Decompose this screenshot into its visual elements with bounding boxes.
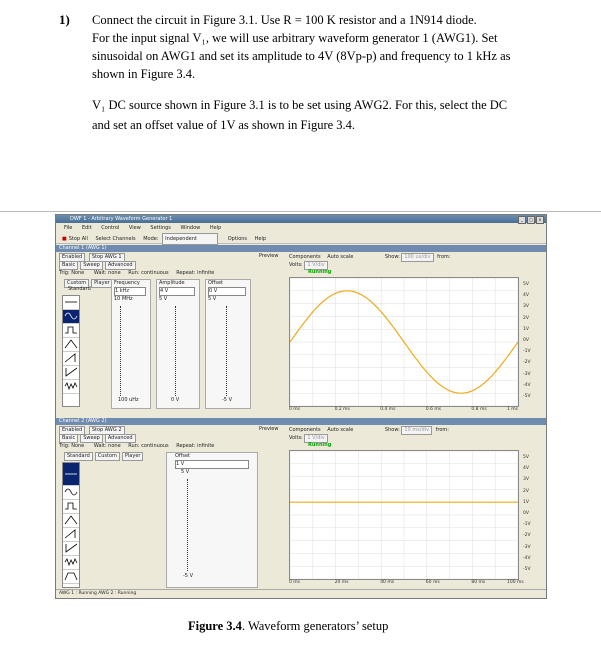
instruction-line-5: V₁ DC source shown in Figure 3.1 is to be set using AWG2. For this, select the DC: [92, 98, 508, 112]
channel1-amplitude-control[interactable]: [156, 279, 200, 409]
y-tick-label: 4V: [523, 293, 529, 299]
amplitude-min: 0 V: [171, 397, 180, 403]
offset-label: Offset: [208, 280, 224, 286]
channel1-stop-button[interactable]: Stop AWG 1: [89, 253, 125, 262]
channel2-trigger[interactable]: Trig: None: [59, 443, 85, 449]
menu-window[interactable]: Window: [180, 225, 201, 231]
channel1-components[interactable]: Components: [289, 254, 321, 260]
y-tick-label: -3V: [523, 371, 531, 377]
channel1-from-label: from:: [437, 254, 451, 260]
channel1-param-custom[interactable]: Custom: [64, 279, 89, 288]
offset-min: -5 V: [222, 397, 232, 403]
ramp-down-shape-icon[interactable]: [63, 542, 79, 556]
channel2-volts-label: Volts:: [289, 435, 303, 441]
x-tick-label: 0.4 ms: [380, 407, 396, 412]
channel1-plot-svg: [290, 278, 518, 406]
y-tick-label: -3V: [523, 544, 531, 550]
channel1-show-label: Show:: [384, 254, 400, 260]
channel1-param-standard[interactable]: Standard: [68, 286, 91, 292]
y-tick-label: -1V: [523, 349, 531, 355]
menu-file[interactable]: File: [64, 225, 73, 231]
y-tick-label: 1V: [523, 326, 529, 332]
channel2-param-player[interactable]: Player: [122, 452, 144, 461]
figure-caption: [188, 619, 388, 634]
channel1-preview-label: Preview: [259, 253, 279, 259]
offset-slider[interactable]: [226, 306, 229, 396]
channel2-header: Channel 2 (AWG 2): [56, 418, 546, 425]
channel1-status: Running: [308, 269, 332, 275]
instruction-line-3: sinusoidal on AWG1 and set its amplitude to 4V (8Vp-p) and frequency to 1 kHz as: [92, 49, 511, 63]
offset-input[interactable]: 0 V: [208, 287, 246, 296]
y-tick-label: -5V: [523, 394, 531, 399]
y-tick-label: 0V: [523, 338, 529, 343]
channel2-enabled-toggle[interactable]: Enabled: [59, 426, 85, 435]
help-button[interactable]: Help: [254, 236, 267, 242]
dc-shape-icon[interactable]: [63, 296, 79, 310]
x-tick-label: 80 ms: [471, 580, 486, 585]
channel1-tab-basic[interactable]: Basic: [59, 261, 78, 270]
mode-select[interactable]: Independent: [162, 233, 218, 245]
figure-caption-text: . Waveform generators’ setup: [241, 619, 389, 633]
y-tick-label: 3V: [523, 477, 529, 483]
channel2-tab-sweep[interactable]: Sweep: [80, 434, 103, 443]
main-toolbar: [56, 233, 546, 244]
x-tick-label: 0.2 ms: [334, 407, 350, 412]
x-tick-label: 1 ms: [507, 407, 519, 412]
y-tick-label: -2V: [523, 360, 531, 366]
x-tick-label: 0.6 ms: [425, 407, 442, 412]
status-bar: AWG 1 : Running AWG 2 : Running: [56, 589, 546, 598]
frequency-slider[interactable]: [120, 306, 123, 396]
amplitude-input[interactable]: 4 V: [159, 287, 195, 296]
ramp-up-shape-icon[interactable]: [63, 528, 79, 542]
options-button[interactable]: Options: [227, 236, 248, 242]
channel1-trigger[interactable]: Trig: None: [59, 270, 85, 276]
x-tick-label: 60 ms: [425, 580, 440, 585]
x-tick-label: 40 ms: [380, 580, 395, 585]
channel1-volts-label: Volts:: [289, 262, 303, 268]
waveform-generator-screenshot: [55, 214, 547, 599]
frequency-min: 100 uHz: [118, 397, 139, 403]
maximize-button[interactable]: □: [527, 216, 535, 224]
y-tick-label: 4V: [523, 466, 529, 472]
stop-icon: ■: [62, 236, 67, 242]
offset-input[interactable]: 1 V: [175, 460, 249, 469]
y-tick-label: 0V: [523, 511, 529, 516]
instruction-line-2: For the input signal V₁, we will use arbitrary waveform generator 1 (AWG1). Set: [92, 31, 498, 45]
ramp-down-shape-icon[interactable]: [63, 366, 79, 380]
amplitude-slider[interactable]: [175, 306, 178, 396]
triangle-shape-icon[interactable]: [63, 338, 79, 352]
amplitude-label: Amplitude: [159, 280, 185, 286]
instruction-line-4: shown in Figure 3.4.: [92, 67, 196, 81]
channel1-show-select[interactable]: 100 us/div: [401, 253, 433, 262]
trapezium-shape-icon[interactable]: [63, 570, 79, 584]
channel2-status: Running: [308, 442, 332, 448]
window-titlebar: [56, 215, 546, 223]
x-tick-label: 100 ms: [507, 580, 524, 585]
noise-shape-icon[interactable]: [63, 556, 79, 570]
channel2-offset-control[interactable]: [166, 452, 258, 588]
channel2-param-custom[interactable]: Custom: [95, 452, 120, 461]
channel2-volts-select[interactable]: 1 V/div: [304, 434, 327, 443]
y-tick-label: 5V: [523, 455, 529, 460]
menu-settings[interactable]: Settings: [150, 225, 171, 231]
channel1-param-player[interactable]: Player: [91, 279, 113, 288]
channel2-plot: [289, 450, 519, 580]
y-tick-label: -2V: [523, 533, 531, 539]
menu-bar: [56, 224, 546, 232]
channel2-tab-advanced[interactable]: Advanced: [105, 434, 136, 443]
y-tick-label: 3V: [523, 304, 529, 310]
channel2-wait[interactable]: Wait: none: [93, 443, 121, 449]
amplitude-max: 5 V: [159, 296, 168, 302]
y-tick-label: 5V: [523, 282, 529, 287]
figure-label: Figure 3.4: [188, 619, 242, 633]
channel2-plot-svg: [290, 451, 518, 579]
menu-edit[interactable]: Edit: [81, 225, 92, 231]
channel1-volts-select[interactable]: 1 V/div: [304, 261, 327, 270]
close-button[interactable]: x: [536, 216, 544, 224]
x-tick-label: 0 ms: [289, 407, 301, 412]
divider: [0, 211, 601, 212]
channel2-autoscale[interactable]: Auto scale: [327, 427, 354, 433]
channel1-plot: [289, 277, 519, 407]
channel1-enabled-toggle[interactable]: Enabled: [59, 253, 85, 262]
channel2-show-label: Show:: [384, 427, 400, 433]
channel1-tab-advanced[interactable]: Advanced: [105, 261, 136, 270]
square-shape-icon[interactable]: [63, 324, 79, 338]
y-tick-label: 2V: [523, 488, 529, 494]
channel2-components[interactable]: Components: [289, 427, 321, 433]
stop-all-button[interactable]: Stop All: [68, 236, 88, 242]
instruction-line-6: and set an offset value of 1V as shown in Figure 3.4.: [92, 118, 356, 132]
channel2-from-label: from:: [435, 427, 449, 433]
mode-label: Mode:: [143, 236, 159, 242]
channel2-shape-list[interactable]: [62, 462, 80, 588]
menu-view[interactable]: View: [128, 225, 141, 231]
frequency-max: 10 MHz: [114, 296, 133, 302]
frequency-label: Frequency: [114, 280, 140, 286]
minimize-button[interactable]: _: [518, 216, 526, 224]
channel2-run[interactable]: Run: continuous: [128, 443, 169, 449]
y-tick-label: -5V: [523, 567, 531, 572]
offset-max: 5 V: [181, 469, 190, 475]
channel1-tab-sweep[interactable]: Sweep: [80, 261, 103, 270]
y-tick-label: -1V: [523, 522, 531, 528]
dc-shape-icon[interactable]: [63, 463, 79, 486]
window-title: DWF 1 - Arbitrary Waveform Generator 1: [70, 216, 173, 222]
channel1-frequency-control[interactable]: [111, 279, 151, 409]
sine-shape-icon[interactable]: [63, 486, 79, 500]
y-tick-label: 1V: [523, 499, 529, 505]
channel1-offset-control[interactable]: [205, 279, 251, 409]
channel1-repeat[interactable]: Repeat: infinite: [176, 270, 215, 276]
offset-slider[interactable]: [187, 479, 190, 571]
x-tick-label: 20 ms: [334, 580, 349, 585]
triangle-shape-icon[interactable]: [63, 514, 79, 528]
item-number: 1): [59, 12, 70, 27]
channel2-param-standard[interactable]: Standard: [64, 452, 93, 461]
instruction-line-1: Connect the circuit in Figure 3.1. Use R = 100 K resistor and a 1N914 diode.: [92, 13, 477, 27]
channel2-repeat[interactable]: Repeat: infinite: [176, 443, 215, 449]
y-tick-label: 2V: [523, 315, 529, 321]
channel2-show-select[interactable]: 10 ms/div: [401, 426, 432, 435]
y-tick-label: -4V: [523, 555, 531, 561]
channel1-autoscale[interactable]: Auto scale: [327, 254, 354, 260]
channel1-run[interactable]: Run: continuous: [128, 270, 169, 276]
channel1-wait[interactable]: Wait: none: [93, 270, 121, 276]
square-shape-icon[interactable]: [63, 500, 79, 514]
select-channels-button[interactable]: Select Channels: [95, 236, 136, 242]
x-tick-label: 0 ms: [289, 580, 301, 585]
menu-control[interactable]: Control: [101, 225, 120, 231]
noise-shape-icon[interactable]: [63, 380, 79, 394]
channel2-tab-basic[interactable]: Basic: [59, 434, 78, 443]
offset-min: -5 V: [183, 573, 193, 579]
offset-label: Offset: [175, 453, 191, 459]
x-tick-label: 0.8 ms: [471, 407, 487, 412]
menu-help[interactable]: Help: [209, 225, 222, 231]
channel2-stop-button[interactable]: Stop AWG 2: [89, 426, 125, 435]
y-tick-label: -4V: [523, 382, 531, 388]
sine-shape-icon[interactable]: [63, 310, 79, 324]
channel2-preview-label: Preview: [259, 426, 279, 432]
frequency-input[interactable]: 1 kHz: [114, 287, 146, 296]
ramp-up-shape-icon[interactable]: [63, 352, 79, 366]
channel1-shape-list[interactable]: [62, 295, 80, 407]
channel1-header: Channel 1 (AWG 1): [56, 245, 546, 252]
offset-max: 5 V: [208, 296, 217, 302]
